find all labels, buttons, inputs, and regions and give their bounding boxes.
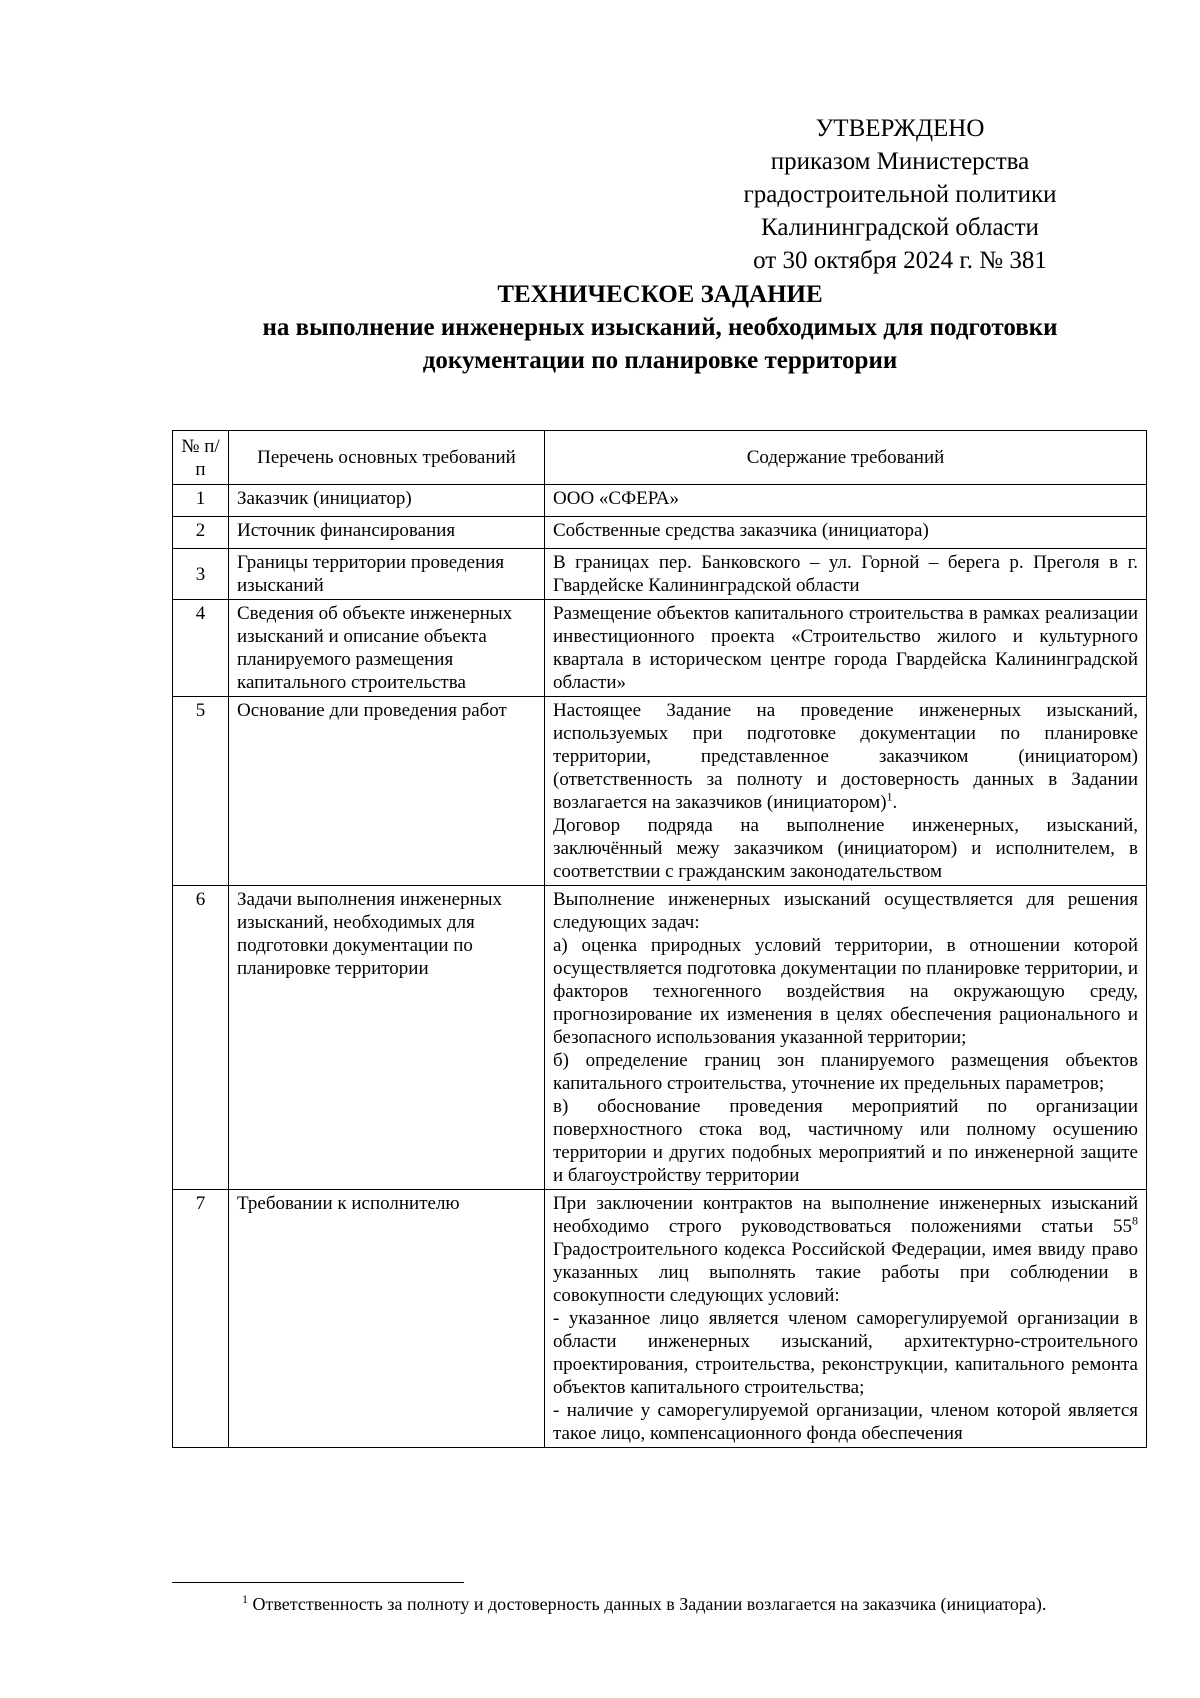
table-row [173, 517, 1147, 549]
content-paragraph: - наличие у саморегулируемой организации, членом которой является такое лицо, компенсационного фонда обеспечения [553, 1400, 1138, 1444]
content-paragraph: - указанное лицо является членом саморегулируемой организации в области инженерных изысканий, архитектурно-строительного проектирования, строительства, реконструкции, капитального ремонта объектов капитального строительства; [553, 1308, 1138, 1398]
paragraph-text: Градостроительного кодекса Российской Федерации, имея ввиду право указанных лиц выполнять такие работы при соблюдении в совокупности следующих условий: [553, 1239, 1138, 1306]
row-requirement: Заказчик (инициатор) [229, 485, 545, 517]
footnote-text: Ответственность за полноту и достоверность данных в Задании возлагается на заказчика (инициатора). [252, 1594, 1047, 1614]
approval-line: Калининградской области [761, 214, 1039, 241]
row-requirement: Требовании к исполнителю [229, 1190, 545, 1448]
content-paragraph: а) оценка природных условий территории, в отношении которой осуществляется подготовка документации по планировке территории, и факторов техногенного воздействия на окружающую среду, прогнозирование их изменения в целях обеспечения рационального и безопасного использования указанной территории; [553, 935, 1138, 1048]
footnote-reference[interactable]: 1 [886, 789, 893, 804]
row-number: 4 [173, 600, 229, 697]
paragraph-end: . [892, 792, 898, 813]
row-requirement: Основание дли проведения работ [229, 697, 545, 886]
header-number: № п/п [173, 431, 229, 485]
row-content [545, 549, 1147, 600]
table-row [173, 600, 1147, 697]
table-row [173, 485, 1147, 517]
document-subtitle: документации по планировке территории [422, 347, 898, 374]
row-content [545, 600, 1147, 697]
row-number: 6 [173, 886, 229, 1190]
row-requirement: Задачи выполнения инженерных изысканий, необходимых для подготовки документации по планировке территории [229, 886, 545, 1190]
paragraph-text: При заключении контрактов на выполнение инженерных изысканий необходимо строго руководствоваться положениями статьи 55 [553, 1193, 1138, 1237]
row-number: 1 [173, 485, 229, 517]
requirements-table [172, 430, 1147, 1448]
footnote-separator [172, 1582, 464, 1583]
content-paragraph: Собственные средства заказчика (инициатора) [553, 520, 929, 541]
row-content [545, 886, 1147, 1190]
approval-date: от 30 октября 2024 г. № 381 [753, 247, 1047, 274]
table-row [173, 886, 1147, 1190]
content-paragraph: В границах пер. Банковского – ул. Горной – берега р. Преголя в г. Гвардейске Калининградской области [553, 552, 1138, 596]
approval-heading: УТВЕРЖДЕНО [815, 115, 985, 142]
document-subtitle: на выполнение инженерных изысканий, необходимых для подготовки [262, 314, 1058, 341]
content-paragraph: ООО «СФЕРА» [553, 488, 680, 509]
approval-line: приказом Министерства [770, 148, 1030, 175]
paragraph-text: Настоящее Задание на проведение инженерных изысканий, используемых при подготовке документации по планировке территории, представленное заказчиком (инициатором) (ответственность за полноту и достоверность данных в Задании возлагается на заказчиков (инициатором) [553, 700, 1138, 813]
row-number: 3 [173, 549, 229, 600]
approval-block [700, 112, 1100, 277]
row-number: 2 [173, 517, 229, 549]
row-requirement: Источник финансирования [229, 517, 545, 549]
row-content [545, 697, 1147, 886]
row-requirement: Границы территории проведения изысканий [229, 549, 545, 600]
header-requirement: Перечень основных требований [229, 431, 545, 485]
content-paragraph [553, 699, 1138, 814]
footnote-mark: 1 [242, 1592, 248, 1606]
row-number: 7 [173, 1190, 229, 1448]
approval-line: градостроительной политики [743, 181, 1057, 208]
table-row [173, 549, 1147, 600]
table-header-row [173, 431, 1147, 485]
document-title: ТЕХНИЧЕСКОЕ ЗАДАНИЕ [497, 281, 823, 308]
row-content [545, 1190, 1147, 1448]
content-paragraph: Договор подряда на выполнение инженерных, изысканий, заключённый межу заказчиком (инициатором) и исполнителем, в соответствии с гражданским законодательством [553, 815, 1138, 882]
row-content [545, 517, 1147, 549]
row-requirement: Сведения об объекте инженерных изысканий и описание объекта планируемого размещения капитального строительства [229, 600, 545, 697]
row-content [545, 485, 1147, 517]
content-paragraph: в) обоснование проведения мероприятий по организации поверхностного стока вод, частичному или полному осушению территории и других подобных мероприятий и по инженерной защите и благоустройству территории [553, 1096, 1138, 1186]
superscript-index: 8 [1132, 1213, 1138, 1228]
content-paragraph [553, 1192, 1138, 1307]
content-paragraph: Размещение объектов капитального строительства в рамках реализации инвестиционного проекта «Строительство жилого и культурного квартала в историческом центре города Гвардейска Калининградской области» [553, 603, 1138, 693]
content-paragraph: б) определение границ зон планируемого размещения объектов капитального строительства, уточнение их предельных параметров; [553, 1050, 1138, 1094]
header-content: Содержание требований [545, 431, 1147, 485]
table-row [173, 1190, 1147, 1448]
table-row [173, 697, 1147, 886]
footnote [172, 1592, 1146, 1617]
row-number: 5 [173, 697, 229, 886]
content-paragraph: Выполнение инженерных изысканий осуществляется для решения следующих задач: [553, 889, 1138, 933]
